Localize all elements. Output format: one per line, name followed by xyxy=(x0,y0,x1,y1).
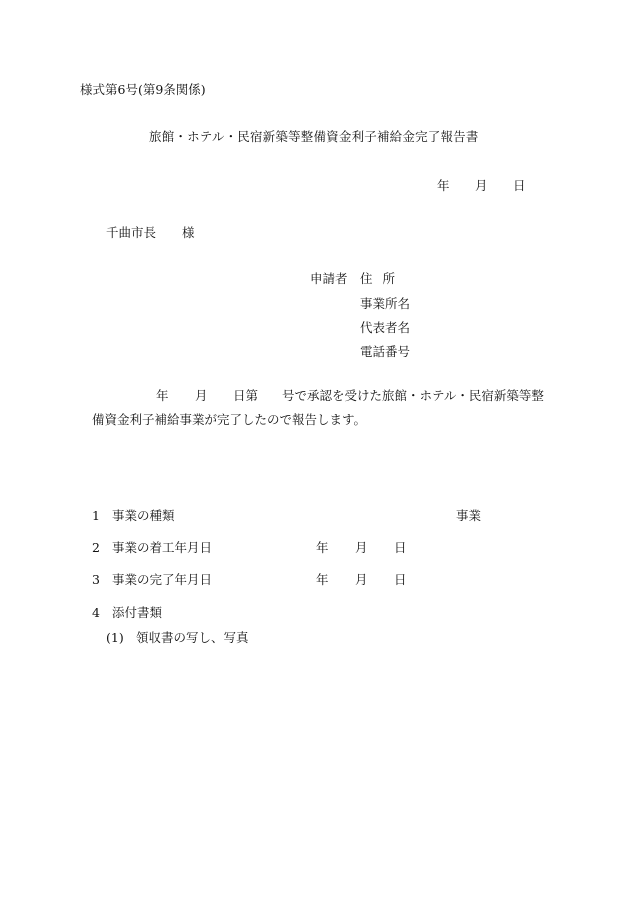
item-number: 2 xyxy=(92,540,100,555)
item-2-year: 年 xyxy=(316,540,329,555)
addressee xyxy=(106,225,195,241)
item-label: 事業の完了年月日 xyxy=(112,572,213,587)
body-line-1 xyxy=(156,388,544,404)
item-label: 添付書類 xyxy=(112,605,163,620)
addressee-honorific: 様 xyxy=(182,225,195,240)
item-2-month: 月 xyxy=(355,540,368,555)
form-number: 様式第6号(第9条関係) xyxy=(80,82,206,97)
item-number: 1 xyxy=(92,508,100,523)
body-month: 月 xyxy=(195,388,208,403)
address-label xyxy=(360,271,395,287)
document-title: 旅館・ホテル・民宿新築等整備資金利子補給金完了報告書 xyxy=(149,129,479,144)
representative-label: 代表者名 xyxy=(360,320,411,335)
item-3-year: 年 xyxy=(316,572,329,587)
date-day: 日 xyxy=(513,178,526,193)
item-1-value: 事業 xyxy=(456,508,482,523)
item-number: 4 xyxy=(92,605,100,620)
item-3-date xyxy=(316,572,407,588)
body-line-1-text: 号で承認を受けた旅館・ホテル・民宿新築等整 xyxy=(282,388,544,403)
addressee-name: 千曲市長 xyxy=(106,225,157,240)
item-4 xyxy=(92,605,162,621)
address-label-a: 住 xyxy=(360,271,373,286)
sub-item-number: (1) xyxy=(106,630,124,645)
date-month: 月 xyxy=(475,178,488,193)
item-2-day: 日 xyxy=(394,540,407,555)
item-label: 事業の着工年月日 xyxy=(112,540,213,555)
address-label-b: 所 xyxy=(382,271,396,286)
item-3-day: 日 xyxy=(394,572,407,587)
applicant-label: 申請者 xyxy=(310,271,348,286)
report-date xyxy=(437,178,526,194)
item-label: 事業の種類 xyxy=(112,508,175,523)
item-2-date xyxy=(316,540,407,556)
body-day-dai: 日第 xyxy=(233,388,259,403)
sub-item-label: 領収書の写し、写真 xyxy=(136,630,249,645)
item-3 xyxy=(92,572,212,588)
body-line-2: 備資金利子補給事業が完了したので報告します。 xyxy=(92,412,367,427)
item-number: 3 xyxy=(92,572,100,587)
item-2 xyxy=(92,540,212,556)
phone-label: 電話番号 xyxy=(360,344,411,359)
item-4-sub xyxy=(106,630,249,646)
item-3-month: 月 xyxy=(355,572,368,587)
body-year: 年 xyxy=(156,388,169,403)
office-name-label: 事業所名 xyxy=(360,296,411,311)
item-1 xyxy=(92,508,175,524)
date-year: 年 xyxy=(437,178,450,193)
